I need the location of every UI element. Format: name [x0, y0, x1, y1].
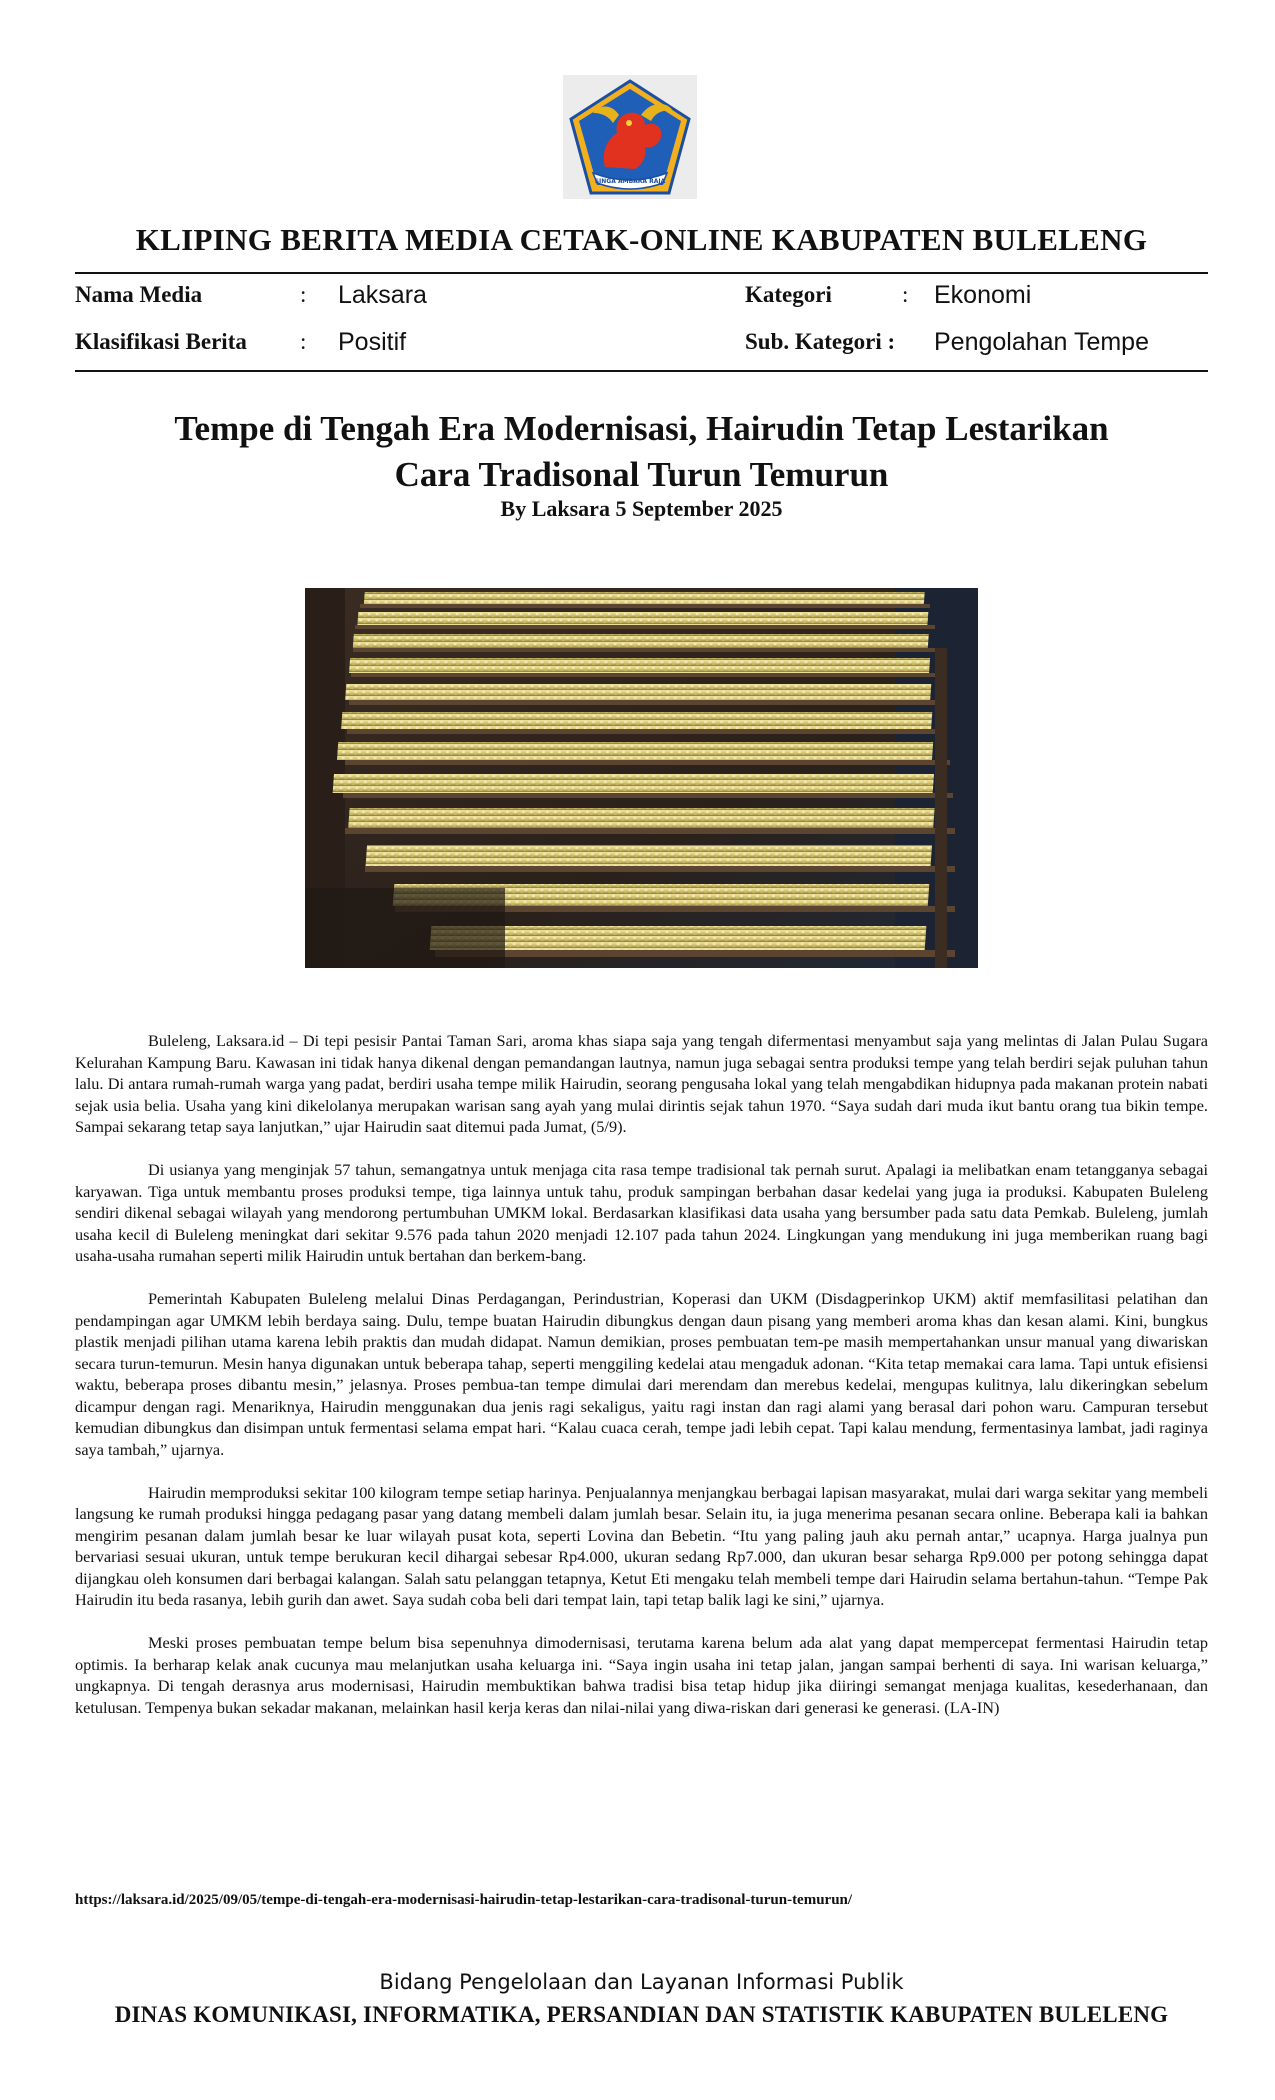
header-divider-top — [75, 272, 1208, 274]
media-name-label: Nama Media — [75, 282, 203, 307]
footer-department: Bidang Pengelolaan dan Layanan Informasi Publik — [379, 1970, 904, 1994]
article-paragraph-3: Pemerintah Kabupaten Buleleng melalui Dinas Perdagangan, Perindustrian, Koperasi dan UKM (Disdagperinkop UKM) aktif memfasilitasi pelatihan dan pendampingan agar UMKM lebih berdaya saing. Dulu, tempe buatan Hairudin dibungkus dengan daun pisang yang memberi aroma khas dan kesan alami. Kini, bungkus plastik menjadi pilihan utama karena lebih praktis dan mudah didapat. Namun demikian, proses pembuatan tem-pe masih mempertahankan unsur manual yang diwariskan secara turun-temurun. Mesin hanya digunakan untuk beberapa tahap, seperti menggiling kedelai atau mengaduk adonan. “Kita tetap memakai cara lama. Tapi untuk efisiensi waktu, beberapa proses dibantu mesin,” jelasnya. Proses pembua-tan tempe dimulai dari merendam dan merebus kedelai, mengupas kulitnya, lalu dikeringkan sebelum dicampur dengan ragi. Menariknya, Hairudin menggunakan dua jenis ragi sekaligus, yaitu ragi instan dan ragi alami yang berasal dari pohon waru. Campuran tersebut kemudian dibungkus dan disimpan untuk fermentasi selama empat hari. “Kalau cuaca cerah, tempe jadi lebih cepat. Tapi kalau mendung, fermentasinya lambat, jadi raginya saya tambah,” ujarnya. — [75, 1289, 1208, 1459]
category-colon: : — [902, 282, 909, 307]
media-name-colon: : — [300, 282, 307, 307]
clipping-page — [75, 0, 1208, 2100]
header-divider-bottom — [75, 370, 1208, 372]
article-headline — [75, 406, 1208, 498]
buleleng-regency-emblem — [563, 75, 697, 199]
headline-line-1: Tempe di Tengah Era Modernisasi, Hairudin Tetap Lestarikan — [174, 409, 1109, 448]
article-paragraph-5: Meski proses pembuatan tempe belum bisa sepenuhnya dimodernisasi, terutama karena belum ada alat yang dapat mempercepat fermentasi Hairudin tetap optimis. Ia berharap kelak anak cucunya mau melanjutkan usaha keluarga ini. “Saya ingin usaha ini tetap jalan, jangan sampai berhenti di saya. Ini warisan keluarga,” ungkapnya. Di tengah derasnya arus modernisasi, Hairudin membuktikan bahwa tradisi bisa tetap hidup jika diiringi semangat menjaga kualitas, kesederhanaan, dan ketulusan. Tempenya bukan sekadar makanan, melainkan hasil kerja keras dan nilai-nilai yang diwa-riskan dari generasi ke generasi. (LA-IN) — [75, 1633, 1208, 1717]
article-source-url: https://laksara.id/2025/09/05/tempe-di-tengah-era-modernisasi-hairudin-tetap-lestarikan-cara-tradisonal-turun-temurun/ — [75, 1892, 853, 1908]
svg-text:SINGA AMBARA RAJA: SINGA AMBARA RAJA — [594, 178, 666, 185]
sub-category-label: Sub. Kategori : — [745, 329, 896, 354]
headline-line-2: Cara Tradisonal Turun Temurun — [394, 455, 889, 494]
emblem-icon — [563, 75, 697, 199]
clipping-title: KLIPING BERITA MEDIA CETAK-ONLINE KABUPATEN BULELENG — [135, 222, 1148, 257]
category-label: Kategori — [745, 282, 832, 307]
article-paragraph-4: Hairudin memproduksi sekitar 100 kilogram tempe setiap harinya. Penjualannya menjangkau berbagai lapisan masyarakat, mulai dari warga sekitar yang membeli langsung ke rumah produksi hingga pedagang pasar yang datang membeli dalam jumlah besar. Selain itu, ia juga menerima pesanan secara online. Beberapa kali ia bahkan mengirim pesanan dalam jumlah besar ke luar wilayah pusat kota, seperti Lovina dan Bebetin. “Itu yang paling jauh aku pernah antar,” ucapnya. Harga jualnya pun bervariasi sesuai ukuran, untuk tempe berukuran kecil dihargai sebesar Rp4.000, ukuran sedang Rp7.000, dan ukuran besar seharga Rp9.000 per potong sehingga dapat dijangkau oleh konsumen dari berbagai kalangan. Salah satu pelanggan tetapnya, Ketut Eti mengaku telah membeli tempe dari Hairudin selama bertahun-tahun. “Tempe Pak Hairudin itu beda rasanya, lebih gurih dan awet. Saya sudah coba beli dari tempat lain, tapi tetap balik lagi ke sini,” ujarnya. — [75, 1482, 1208, 1609]
sub-category-value: Pengolahan Tempe — [934, 328, 1149, 356]
category-value: Ekonomi — [934, 281, 1032, 309]
classification-colon: : — [300, 329, 307, 354]
article-paragraph-1: Buleleng, Laksara.id – Di tepi pesisir Pantai Taman Sari, aroma khas siapa saja yang tengah difermentasi menyambut saja yang melintas di Jalan Pulau Sugara Kelurahan Kampung Baru. Kawasan ini tidak hanya dikenal dengan pemandangan lautnya, namun juga sebagai sentra produksi tempe yang telah berdiri sejak puluhan tahun lalu. Di antara rumah-rumah warga yang padat, berdiri usaha tempe milik Hairudin, seorang pengusaha lokal yang telah mengabdikan hidupnya pada makanan protein nabati sejak usia belia. Usaha yang kini dikelolanya merupakan warisan sang ayah yang mulai dirintis sejak tahun 1970. “Saya sudah dari muda ikut bantu orang tua bikin tempe. Sampai sekarang tetap saya lanjutkan,” ujar Hairudin saat ditemui pada Jumat, (5/9). — [75, 1031, 1208, 1136]
classification-value: Positif — [338, 328, 407, 356]
article-byline: By Laksara 5 September 2025 — [500, 496, 783, 521]
article-photo-tempe-racks — [305, 588, 978, 968]
tempe-racks-image — [305, 588, 978, 968]
article-paragraph-2: Di usianya yang menginjak 57 tahun, semangatnya untuk menjaga cita rasa tempe tradisional tak pernah surut. Apalagi ia melibatkan enam tetangganya sebagai karyawan. Tiga untuk membantu proses produksi tempe, tiga lainnya untuk tahu, produk sampingan berbahan dasar kedelai yang juga ia produksi. Kabupaten Buleleng sendiri dikenal sebagai wilayah yang mendorong pertumbuhan UMKM lokal. Berdasarkan klasifikasi data usaha yang bersumber pada satu data Pemkab. Buleleng, jumlah usaha kecil di Buleleng meningkat dari sekitar 9.576 pada tahun 2020 menjadi 12.107 pada tahun 2024. Lingkungan yang mendukung ini juga memberikan ruang bagi usaha-usaha rumahan seperti milik Hairudin untuk bertahan dan berkem-bang. — [75, 1160, 1208, 1265]
classification-label: Klasifikasi Berita — [75, 329, 247, 354]
article-body — [75, 1030, 1208, 1740]
media-name-value: Laksara — [338, 281, 427, 309]
footer-agency: DINAS KOMUNIKASI, INFORMATIKA, PERSANDIAN DAN STATISTIK KABUPATEN BULELENG — [114, 2002, 1169, 2027]
